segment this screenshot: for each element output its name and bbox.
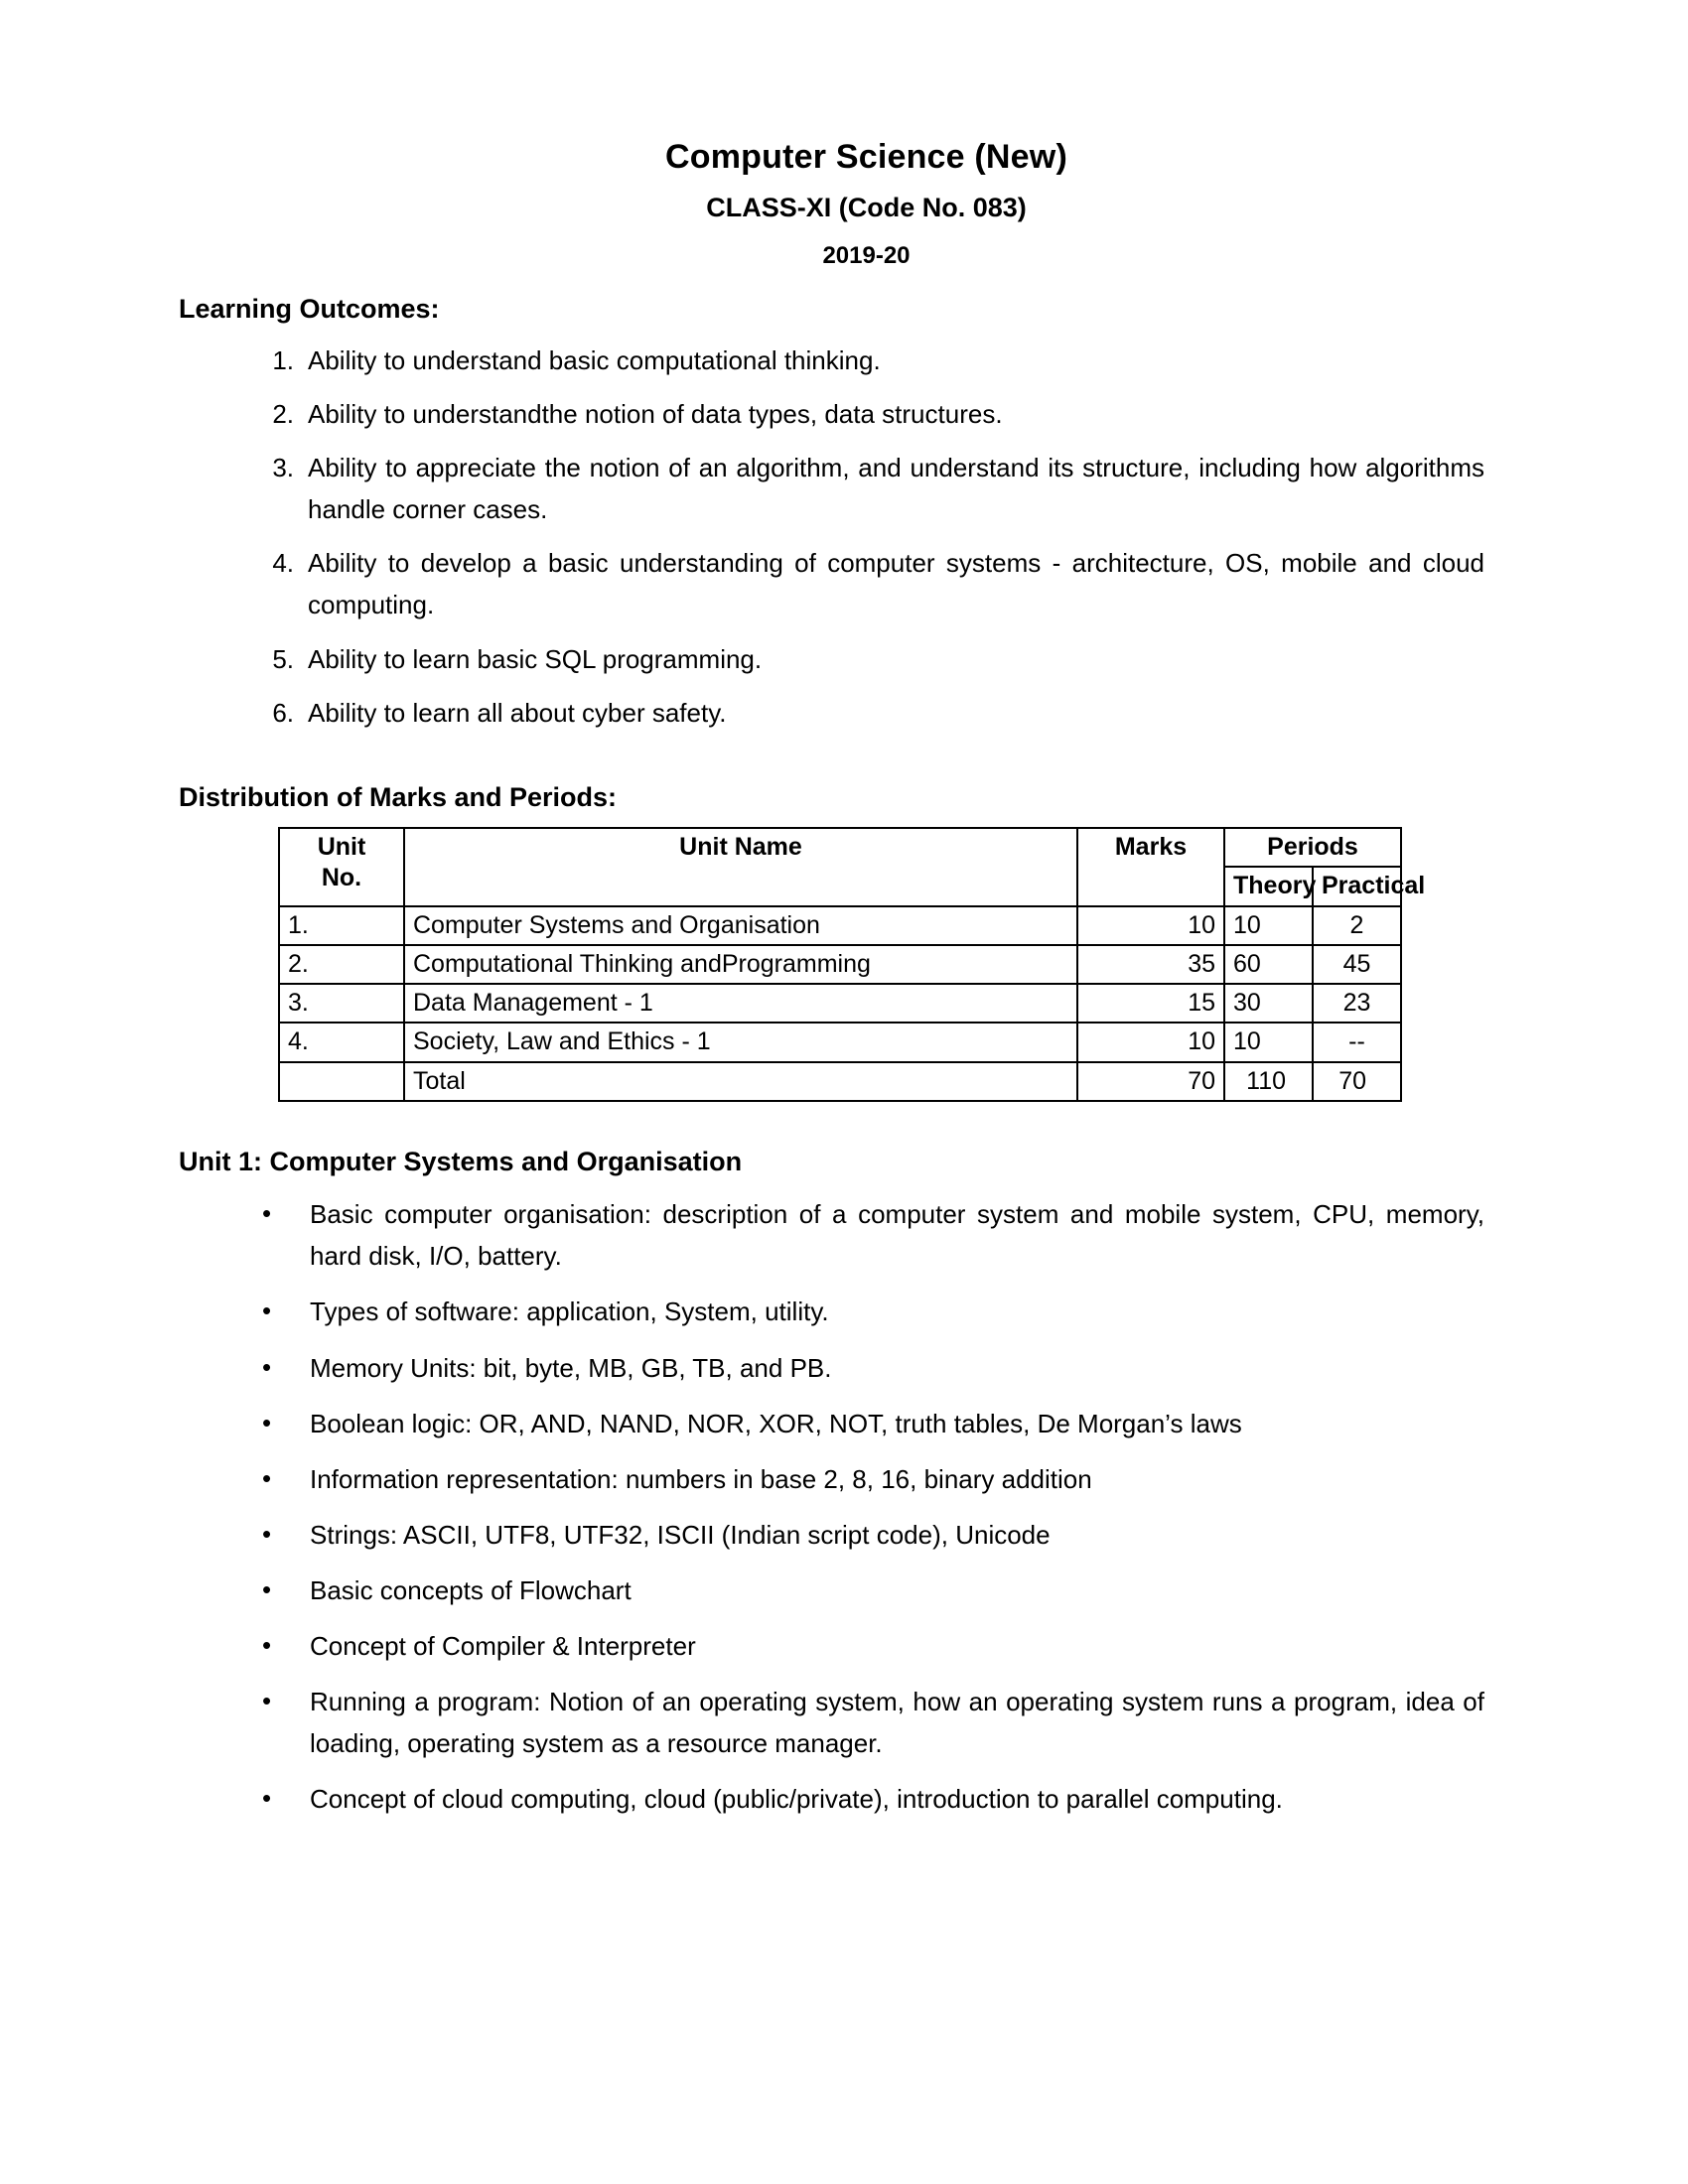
cell-total-label: Total <box>404 1062 1077 1101</box>
list-item <box>248 1778 1484 1820</box>
list-item-text: Ability to develop a basic understanding of computer systems - architecture, OS, mobile and cloud computing. <box>308 548 1484 620</box>
list-item-number: 3. <box>272 453 294 483</box>
bullet-icon: • <box>262 1296 272 1326</box>
list-item <box>248 340 1484 381</box>
cell-total-theory: 110 <box>1224 1062 1313 1101</box>
column-header-practical: Practical <box>1313 867 1401 905</box>
cell-unit-name: Computer Systems and Organisation <box>404 906 1077 945</box>
list-item-text: Running a program: Notion of an operating system, how an operating system runs a program, idea of loading, operating system as a resource manager. <box>310 1687 1484 1759</box>
table-header-row-1 <box>279 828 1401 867</box>
list-item-text: Ability to understand basic computational thinking. <box>308 344 881 375</box>
cell-practical: 23 <box>1313 984 1401 1023</box>
list-item <box>248 1681 1484 1764</box>
cell-unit-no: 3. <box>279 984 404 1023</box>
cell-theory: 30 <box>1224 984 1313 1023</box>
list-item-text: Ability to understandthe notion of data types, data structures. <box>308 398 1003 429</box>
list-item-text: Basic computer organisation: description of a computer system and mobile system, CPU, memory, hard disk, I/O, battery. <box>310 1199 1484 1272</box>
learning-outcomes-heading: Learning Outcomes: <box>179 294 440 325</box>
cell-unit-no: 4. <box>279 1023 404 1061</box>
list-item <box>248 1403 1484 1444</box>
marks-periods-table <box>278 827 1426 1102</box>
table-row <box>279 984 1401 1023</box>
cell-marks: 10 <box>1077 906 1224 945</box>
unit-1-bullet-list <box>248 1193 1484 1820</box>
cell-unit-no: 2. <box>279 945 404 984</box>
cell-theory: 60 <box>1224 945 1313 984</box>
list-item-text: Information representation: numbers in base 2, 8, 16, binary addition <box>310 1463 1092 1494</box>
list-item <box>248 1514 1484 1556</box>
cell-marks: 10 <box>1077 1023 1224 1061</box>
learning-outcomes-list <box>248 340 1484 734</box>
table-total-row <box>279 1062 1401 1101</box>
list-item-text: Memory Units: bit, byte, MB, GB, TB, and PB. <box>310 1352 832 1383</box>
table-row <box>279 1023 1401 1061</box>
list-item <box>248 1193 1484 1277</box>
document-year: 2019-20 <box>822 242 911 270</box>
list-item-text: Basic concepts of Flowchart <box>310 1575 632 1606</box>
list-item <box>248 692 1484 734</box>
bullet-icon: • <box>262 1686 272 1716</box>
cell-practical: 45 <box>1313 945 1401 984</box>
column-header-theory: Theory <box>1224 867 1313 905</box>
list-item-text: Boolean logic: OR, AND, NAND, NOR, XOR, NOT, truth tables, De Morgan’s laws <box>310 1408 1242 1438</box>
list-item-text: Ability to appreciate the notion of an algorithm, and understand its structure, including how algorithms handle corner cases. <box>308 453 1484 525</box>
list-item <box>248 1625 1484 1667</box>
document-title: Computer Science (New) <box>665 138 1067 176</box>
bullet-icon: • <box>262 1574 272 1605</box>
document-subtitle: CLASS-XI (Code No. 083) <box>706 193 1027 223</box>
cell-theory: 10 <box>1224 1023 1313 1061</box>
cell-unit-name: Society, Law and Ethics - 1 <box>404 1023 1077 1061</box>
column-header-marks: Marks <box>1077 828 1224 906</box>
list-item-text: Concept of Compiler & Interpreter <box>310 1631 696 1662</box>
cell-theory: 10 <box>1224 906 1313 945</box>
cell-unit-name: Data Management - 1 <box>404 984 1077 1023</box>
list-item <box>248 542 1484 625</box>
cell-unit-no-empty <box>279 1062 404 1101</box>
list-item-number: 2. <box>272 398 294 429</box>
list-item <box>248 447 1484 530</box>
bullet-icon: • <box>262 1351 272 1382</box>
cell-marks: 35 <box>1077 945 1224 984</box>
table-body <box>279 906 1401 1101</box>
column-header-periods: Periods <box>1224 828 1401 867</box>
list-item <box>248 1458 1484 1500</box>
bullet-icon: • <box>262 1630 272 1661</box>
list-item-number: 4. <box>272 548 294 579</box>
bullet-icon: • <box>262 1783 272 1814</box>
cell-practical: 2 <box>1313 906 1401 945</box>
bullet-icon: • <box>262 1518 272 1549</box>
cell-unit-name: Computational Thinking andProgramming <box>404 945 1077 984</box>
cell-unit-no: 1. <box>279 906 404 945</box>
column-header-unit-name: Unit Name <box>404 828 1077 906</box>
list-item-number: 1. <box>272 344 294 375</box>
list-item <box>248 393 1484 435</box>
list-item <box>248 1570 1484 1611</box>
bullet-icon: • <box>262 1462 272 1493</box>
cell-total-practical: 70 <box>1313 1062 1401 1101</box>
bullet-icon: • <box>262 1198 272 1229</box>
table-header <box>279 828 1426 906</box>
table-row <box>279 945 1401 984</box>
list-item-text: Ability to learn basic SQL programming. <box>308 643 763 674</box>
list-item-text: Types of software: application, System, utility. <box>310 1297 829 1327</box>
cell-marks: 15 <box>1077 984 1224 1023</box>
list-item-text: Concept of cloud computing, cloud (public/private), introduction to parallel computing. <box>310 1784 1283 1815</box>
list-item <box>248 1347 1484 1389</box>
bullet-icon: • <box>262 1407 272 1437</box>
list-item-number: 6. <box>272 697 294 728</box>
distribution-heading: Distribution of Marks and Periods: <box>179 781 618 812</box>
unit-no-line-1: Unit <box>317 833 366 862</box>
unit-1-heading: Unit 1: Computer Systems and Organisation <box>179 1146 743 1176</box>
cell-practical: -- <box>1313 1023 1401 1061</box>
list-item-text: Strings: ASCII, UTF8, UTF32, ISCII (Indian script code), Unicode <box>310 1519 1051 1550</box>
column-header-unit-no <box>279 828 404 906</box>
list-item-text: Ability to learn all about cyber safety. <box>308 697 727 728</box>
unit-no-line-2: No. <box>321 864 362 892</box>
table-row <box>279 906 1401 945</box>
list-item <box>248 638 1484 680</box>
list-item <box>248 1291 1484 1332</box>
list-item-number: 5. <box>272 643 294 674</box>
cell-total-marks: 70 <box>1077 1062 1224 1101</box>
